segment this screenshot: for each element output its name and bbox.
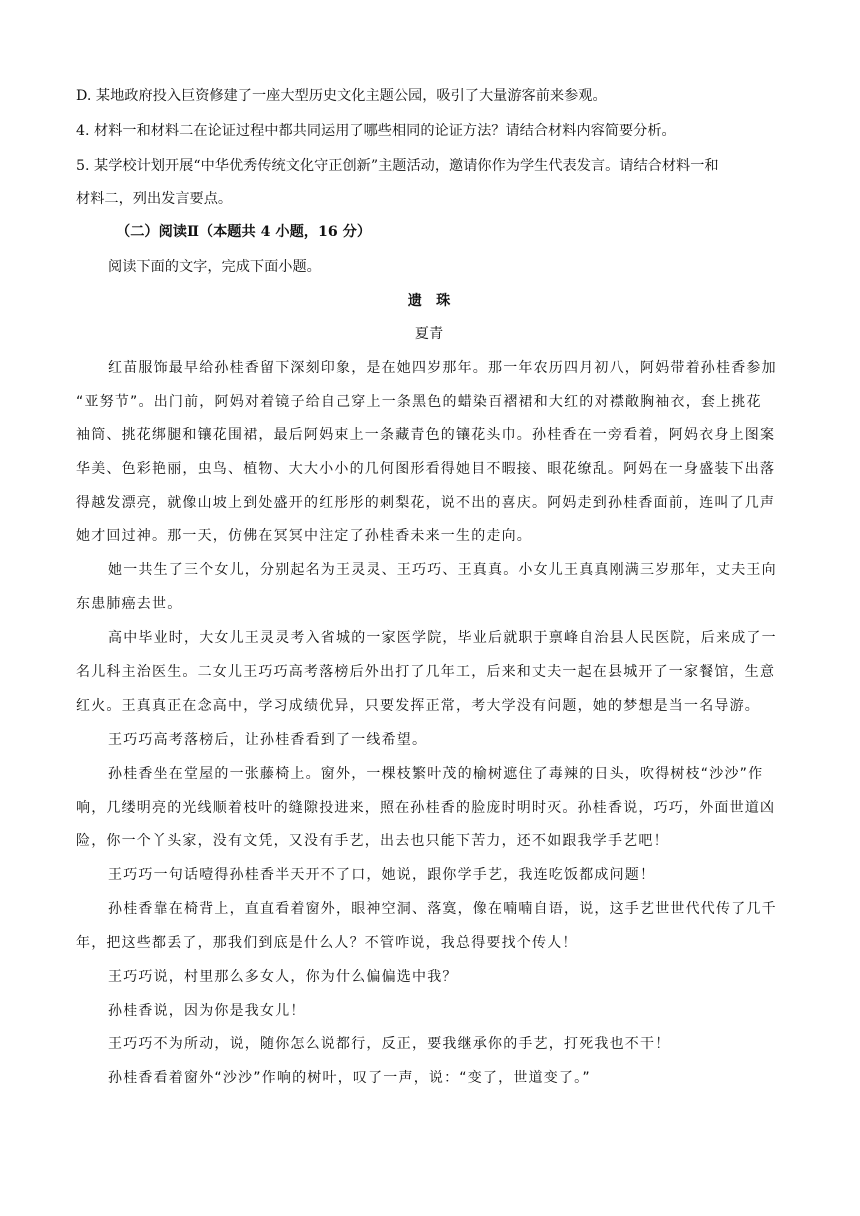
story-line: 险，你一个丫头家，没有文凭，又没有手艺，出去也只能下苦力，还不如跟我学手艺吧！ — [76, 833, 669, 849]
story-line: 响，几缕明亮的光线顺着枝叶的缝隙投进来，照在孙桂香的脸庞时明时灭。孙桂香说，巧巧，外面世道凶 — [76, 800, 776, 816]
story-line: 名儿科主治医生。二女儿王巧巧高考落榜后外出打了几年工，后来和丈夫一起在县城开了一家餐馆，生意 — [76, 664, 776, 680]
story-line: 孙桂香说，因为你是我女儿！ — [108, 1003, 306, 1019]
section-heading: （二）阅读Ⅱ（本题共 4 小题，16 分） — [116, 224, 372, 240]
story-line: “亚努节”。出门前，阿妈对着镜子给自己穿上一条黑色的蜡染百褶裙和大红的对襟敞胸袖衣，套上挑花 — [76, 394, 762, 410]
story-line: 孙桂香看着窗外“沙沙”作响的树叶，叹了一声，说：“变了，世道变了。” — [108, 1070, 591, 1086]
story-line: 王巧巧高考落榜后，让孙桂香看到了一线希望。 — [108, 732, 428, 748]
story-line: 得越发漂亮，就像山坡上到处盛开的红彤彤的刺梨花，说不出的喜庆。阿妈走到孙桂香面前，连叫了几声 — [76, 495, 776, 511]
story-line: 红火。王真真正在念高中，学习成绩优异，只要发挥正常，考大学没有问题，她的梦想是当一名导游。 — [76, 698, 760, 714]
story-line: 孙桂香坐在堂屋的一张藤椅上。窗外，一棵枝繁叶茂的榆树遮住了毒辣的日头，吹得树枝“沙沙”作 — [108, 766, 764, 782]
story-line: 王巧巧一句话噎得孙桂香半天开不了口，她说，跟你学手艺，我连吃饭都成问题！ — [108, 867, 656, 883]
story-line: 东患肺癌去世。 — [76, 596, 183, 612]
option-d-text: D. 某地政府投入巨资修建了一座大型历史文化主题公园，吸引了大量游客前来参观。 — [76, 88, 607, 104]
question-4-text: 4. 材料一和材料二在论证过程中都共同运用了哪些相同的论证方法？请结合材料内容简要分析。 — [76, 123, 676, 139]
story-line: 华美、色彩艳丽，虫鸟、植物、大大小小的几何图形看得她目不暇接、眼花缭乱。阿妈在一身盛装下出落 — [76, 461, 776, 477]
section-instruction: 阅读下面的文字，完成下面小题。 — [108, 259, 321, 275]
story-line: 年，把这些都丢了，那我们到底是什么人？不管咋说，我总得要找个传人！ — [76, 935, 578, 951]
story-line: 王巧巧不为所动，说，随你怎么说都行，反正，要我继承你的手艺，打死我也不干！ — [108, 1036, 671, 1052]
story-title: 遗 珠 — [407, 293, 451, 309]
story-line: 她才回过神。那一天，仿佛在冥冥中注定了孙桂香未来一生的走向。 — [76, 528, 532, 544]
story-line: 袖筒、挑花绑腿和镶花围裙，最后阿妈束上一条藏青色的镶花头巾。孙桂香在一旁看着，阿妈衣身上图案 — [76, 427, 776, 443]
story-line: 王巧巧说，村里那么多女人，你为什么偏偏选中我？ — [108, 969, 458, 985]
story-line: 红苗服饰最早给孙桂香留下深刻印象，是在她四岁那年。那一年农历四月初八，阿妈带着孙桂香参加 — [108, 360, 777, 376]
story-author: 夏青 — [414, 326, 444, 342]
story-line: 她一共生了三个女儿，分别起名为王灵灵、王巧巧、王真真。小女儿王真真刚满三岁那年，丈夫王向 — [108, 562, 777, 578]
question-5-line-2: 材料二，列出发言要点。 — [76, 191, 233, 207]
story-line: 孙桂香靠在椅背上，直直看着窗外，眼神空洞、落寞，像在喃喃自语，说，这手艺世世代代传了几千 — [108, 901, 777, 917]
question-5-line-1: 5. 某学校计划开展“中华优秀传统文化守正创新”主题活动，邀请你作为学生代表发言。请结合材料一和 — [76, 158, 719, 174]
story-line: 高中毕业时，大女儿王灵灵考入省城的一家医学院，毕业后就职于禀峰自治县人民医院，后来成了一 — [108, 630, 777, 646]
